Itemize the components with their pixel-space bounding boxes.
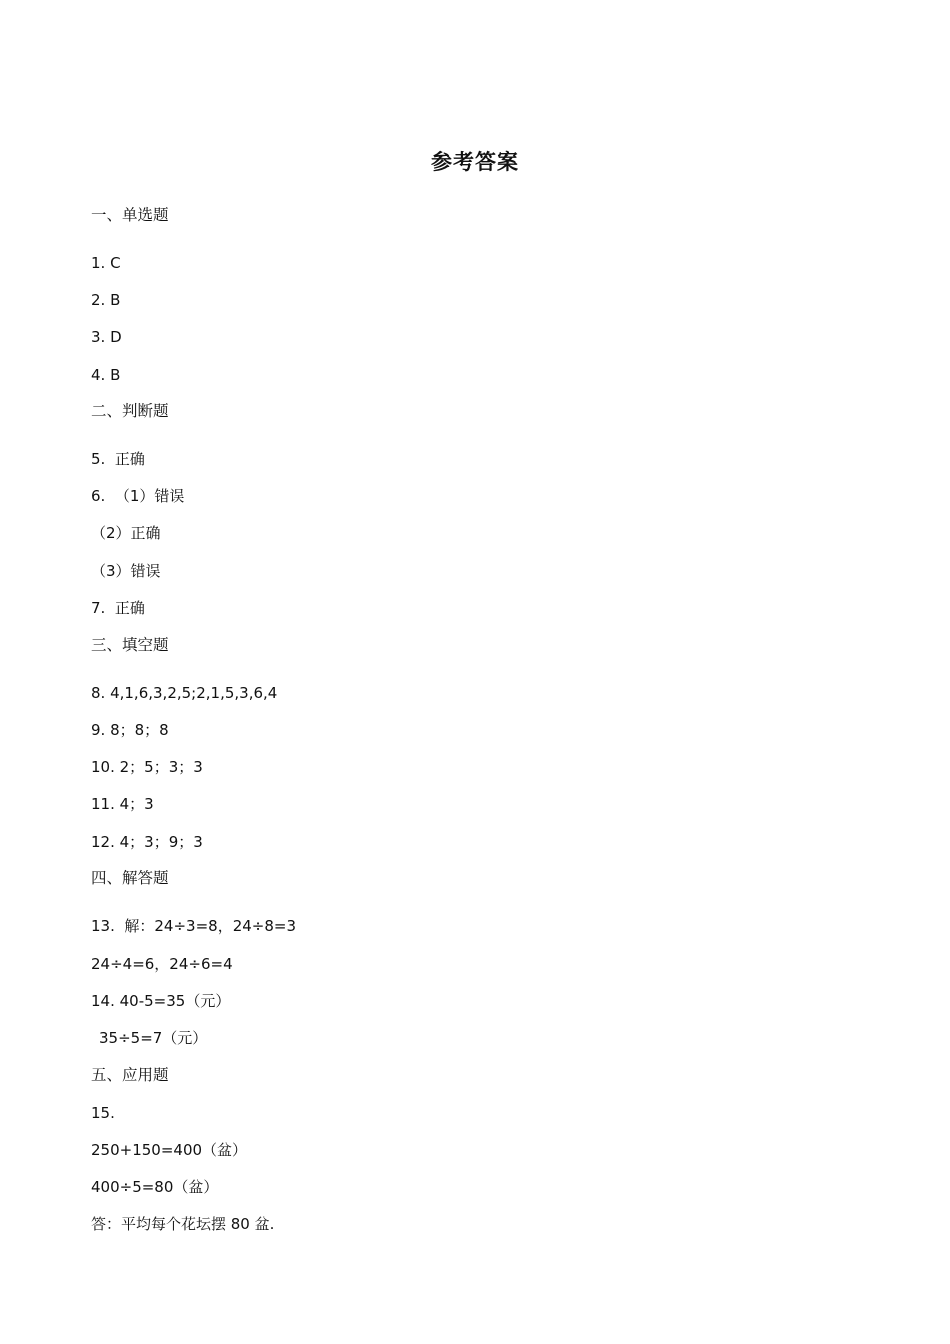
answer-1: 1. C (91, 254, 121, 272)
answer-6: 6. （1）错误 (91, 487, 185, 505)
answer-10: 10. 2；5；3；3 (91, 758, 203, 776)
answer-9: 9. 8；8；8 (91, 721, 169, 739)
answer-14-line-2: 35÷5=7（元） (99, 1029, 208, 1047)
answer-15-line-2: 250+150=400（盆） (91, 1141, 248, 1159)
answer-15-conclusion: 答：平均每个花坛摆 80 盆. (91, 1215, 275, 1233)
answer-4: 4. B (91, 366, 121, 384)
section-heading-fill-blank: 三、填空题 (91, 636, 169, 654)
answer-11: 11. 4；3 (91, 795, 154, 813)
answer-6-part-3: （3）错误 (91, 562, 161, 580)
page-title: 参考答案 (431, 150, 519, 174)
answer-12: 12. 4；3；9；3 (91, 833, 203, 851)
section-heading-solve: 四、解答题 (91, 869, 169, 887)
section-heading-application: 五、应用题 (91, 1066, 169, 1084)
answer-14: 14. 40-5=35（元） (91, 992, 231, 1010)
answer-13-line-2: 24÷4=6，24÷6=4 (91, 955, 233, 973)
section-heading-true-false: 二、判断题 (91, 402, 169, 420)
answer-5: 5. 正确 (91, 450, 145, 468)
answer-15: 15. (91, 1104, 115, 1122)
answer-6-part-2: （2）正确 (91, 524, 161, 542)
answer-8: 8. 4,1,6,3,2,5;2,1,5,3,6,4 (91, 684, 278, 702)
section-heading-single-choice: 一、单选题 (91, 206, 169, 224)
answer-2: 2. B (91, 291, 121, 309)
answer-13: 13. 解：24÷3=8，24÷8=3 (91, 917, 297, 935)
answer-7: 7. 正确 (91, 599, 145, 617)
answer-3: 3. D (91, 328, 122, 346)
answer-15-line-3: 400÷5=80（盆） (91, 1178, 219, 1196)
